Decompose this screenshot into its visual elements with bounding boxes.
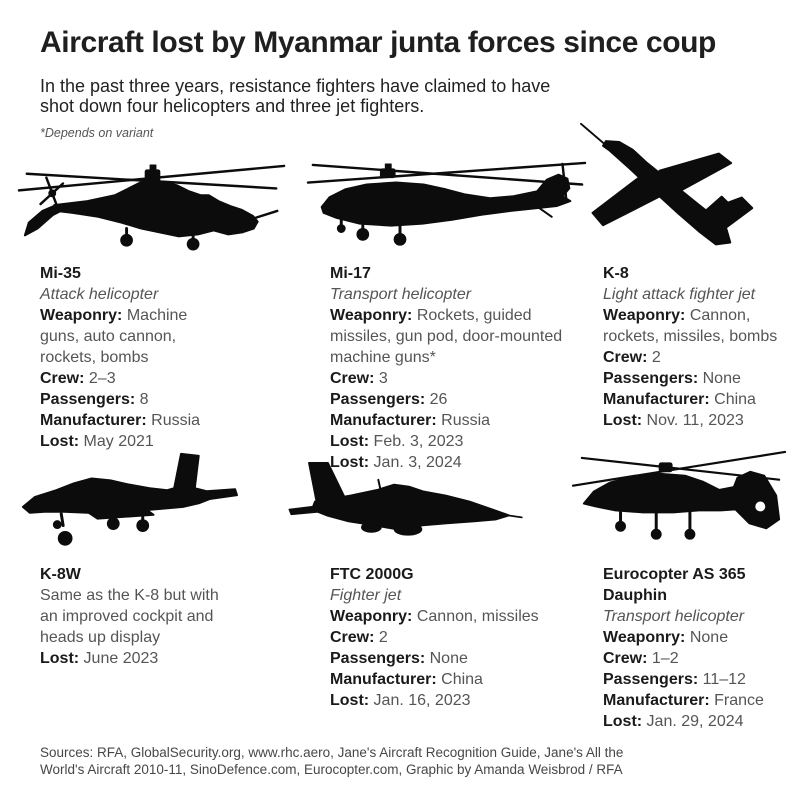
spec-value: Rockets, guided missiles, gun pod, door-mounted machine guns*	[330, 307, 563, 366]
aircraft-name: K-8	[603, 265, 629, 282]
aircraft-info	[603, 559, 780, 732]
variant-note: *Depends on variant	[40, 125, 154, 140]
spec-label: Manufacturer:	[330, 412, 437, 429]
k-8-light-attack-fighter-jet-silhouette	[578, 120, 762, 254]
aircraft-name: FTC 2000G	[330, 566, 414, 583]
spec-value: 2	[374, 629, 388, 646]
mi-35-attack-helicopter-silhouette	[15, 162, 291, 252]
aircraft-description: Same as the K-8 but with an improved cockpit and heads up display	[40, 587, 219, 646]
spec-lost	[40, 648, 222, 669]
aircraft-type: Light attack fighter jet	[603, 286, 756, 303]
spec-value: None	[698, 370, 741, 387]
spec-label: Lost:	[603, 412, 643, 429]
spec-value: Russia	[146, 412, 201, 429]
spec-label: Passengers:	[603, 370, 699, 387]
spec-label: Crew:	[330, 629, 375, 646]
spec-manufacturer	[330, 410, 570, 431]
spec-label: Manufacturer:	[603, 391, 710, 408]
spec-value: 26	[425, 391, 448, 408]
k-8w-fighter-jet-silhouette	[15, 447, 241, 557]
spec-label: Passengers:	[330, 650, 426, 667]
spec-label: Weaponry:	[603, 307, 686, 324]
spec-label: Manufacturer:	[603, 692, 710, 709]
spec-label: Weaponry:	[603, 629, 686, 646]
aircraft-card-k-8	[603, 152, 780, 473]
spec-value: 8	[135, 391, 149, 408]
spec-passengers	[603, 669, 780, 690]
spec-weaponry	[603, 305, 780, 347]
spec-value: France	[709, 692, 764, 709]
spec-lost	[603, 711, 780, 732]
spec-crew	[330, 627, 570, 648]
aircraft-info	[330, 559, 570, 711]
spec-label: Crew:	[40, 370, 85, 387]
aircraft-card-mi-17	[330, 152, 603, 473]
spec-label: Weaponry:	[40, 307, 123, 324]
silhouette-box	[330, 152, 603, 258]
spec-value: China	[436, 671, 483, 688]
spec-value: Cannon, missiles	[412, 608, 539, 625]
spec-passengers	[40, 389, 222, 410]
aircraft-specs	[330, 606, 570, 711]
spec-label: Lost:	[330, 692, 370, 709]
spec-weaponry	[330, 606, 570, 627]
spec-value: Jan. 3, 2024	[369, 454, 462, 471]
spec-passengers	[603, 368, 780, 389]
silhouette-box	[40, 447, 330, 559]
spec-value: None	[425, 650, 468, 667]
spec-label: Lost:	[40, 650, 80, 667]
spec-value: 11–12	[698, 671, 746, 688]
aircraft-specs	[603, 305, 780, 431]
silhouette-box	[603, 152, 780, 258]
spec-label: Crew:	[603, 650, 648, 667]
aircraft-name: Mi-35	[40, 265, 81, 282]
aircraft-name: Eurocopter AS 365 Dauphin	[603, 566, 746, 604]
subtitle: In the past three years, resistance fighters have claimed to have shot down four helicopters and three jet fighters.	[40, 75, 551, 116]
spec-label: Manufacturer:	[330, 671, 437, 688]
spec-value: May 2021	[79, 433, 154, 450]
aircraft-type: Transport helicopter	[603, 608, 745, 625]
spec-label: Passengers:	[603, 671, 699, 688]
spec-passengers	[330, 648, 570, 669]
spec-value: June 2023	[79, 650, 159, 667]
spec-value: Jan. 16, 2023	[369, 692, 471, 709]
aircraft-info	[40, 258, 222, 452]
silhouette-box	[330, 447, 603, 559]
spec-weaponry	[40, 305, 222, 368]
spec-value: 1–2	[647, 650, 679, 667]
spec-label: Lost:	[330, 433, 370, 450]
spec-manufacturer	[603, 690, 780, 711]
aircraft-info	[330, 258, 570, 473]
page-title: Aircraft lost by Myanmar junta forces since coup	[40, 26, 716, 59]
spec-manufacturer	[40, 410, 222, 431]
spec-weaponry	[603, 627, 780, 648]
spec-weaponry	[330, 305, 570, 368]
spec-value: Jan. 29, 2024	[642, 713, 744, 730]
aircraft-specs	[603, 627, 780, 732]
spec-value: None	[685, 629, 729, 646]
spec-value: Cannon, rockets, missiles, bombs	[603, 307, 778, 345]
spec-manufacturer	[603, 389, 780, 410]
spec-label: Crew:	[603, 349, 648, 366]
silhouette-box	[603, 447, 780, 559]
sources-credit: Sources: RFA, GlobalSecurity.org, www.rhc.aero, Jane's Aircraft Recognition Guide, Jane's All the World's Aircraft 2010-11, SinoDefence.com, Eurocopter.com, Graphic by Amanda Weisbrod / RFA	[40, 745, 624, 777]
aircraft-card-mi-35	[40, 152, 330, 473]
spec-lost	[603, 410, 780, 431]
spec-manufacturer	[330, 669, 570, 690]
spec-crew	[40, 368, 222, 389]
spec-label: Lost:	[603, 713, 643, 730]
ftc-2000g-fighter-jet-silhouette	[288, 460, 523, 551]
spec-crew	[603, 648, 780, 669]
spec-value: China	[709, 391, 756, 408]
aircraft-name: K-8W	[40, 566, 81, 583]
spec-label: Crew:	[330, 370, 375, 387]
spec-passengers	[330, 389, 570, 410]
spec-label: Manufacturer:	[40, 412, 147, 429]
spec-value: 3	[374, 370, 388, 387]
spec-label: Lost:	[330, 454, 370, 471]
mi-17-transport-helicopter-silhouette	[303, 161, 590, 254]
spec-value: 2–3	[84, 370, 116, 387]
aircraft-info	[40, 559, 222, 669]
aircraft-type: Fighter jet	[330, 587, 402, 604]
spec-label: Passengers:	[330, 391, 426, 408]
eurocopter-as-365-dauphin-silhouette	[572, 447, 790, 558]
aircraft-card-ftc-2000g	[330, 447, 603, 732]
aircraft-row-bottom	[40, 447, 780, 732]
aircraft-info	[603, 258, 780, 431]
spec-label: Weaponry:	[330, 307, 413, 324]
spec-value: Feb. 3, 2023	[369, 433, 464, 450]
spec-crew	[330, 368, 570, 389]
spec-label: Passengers:	[40, 391, 136, 408]
aircraft-type: Transport helicopter	[330, 286, 472, 303]
spec-label: Weaponry:	[330, 608, 413, 625]
aircraft-specs	[40, 648, 222, 669]
spec-lost	[330, 690, 570, 711]
aircraft-type: Attack helicopter	[40, 286, 159, 303]
spec-value: Russia	[436, 412, 491, 429]
silhouette-box	[40, 152, 330, 258]
aircraft-specs	[40, 305, 222, 452]
spec-crew	[603, 347, 780, 368]
spec-value: Machine guns, auto cannon, rockets, bombs	[40, 307, 188, 366]
aircraft-row-top	[40, 152, 780, 473]
spec-value: Nov. 11, 2023	[642, 412, 744, 429]
spec-label: Lost:	[40, 433, 80, 450]
spec-value: 2	[647, 349, 661, 366]
aircraft-card-k-8w	[40, 447, 330, 732]
aircraft-card-eurocopter-as-365-dauphin	[603, 447, 780, 732]
aircraft-name: Mi-17	[330, 265, 371, 282]
